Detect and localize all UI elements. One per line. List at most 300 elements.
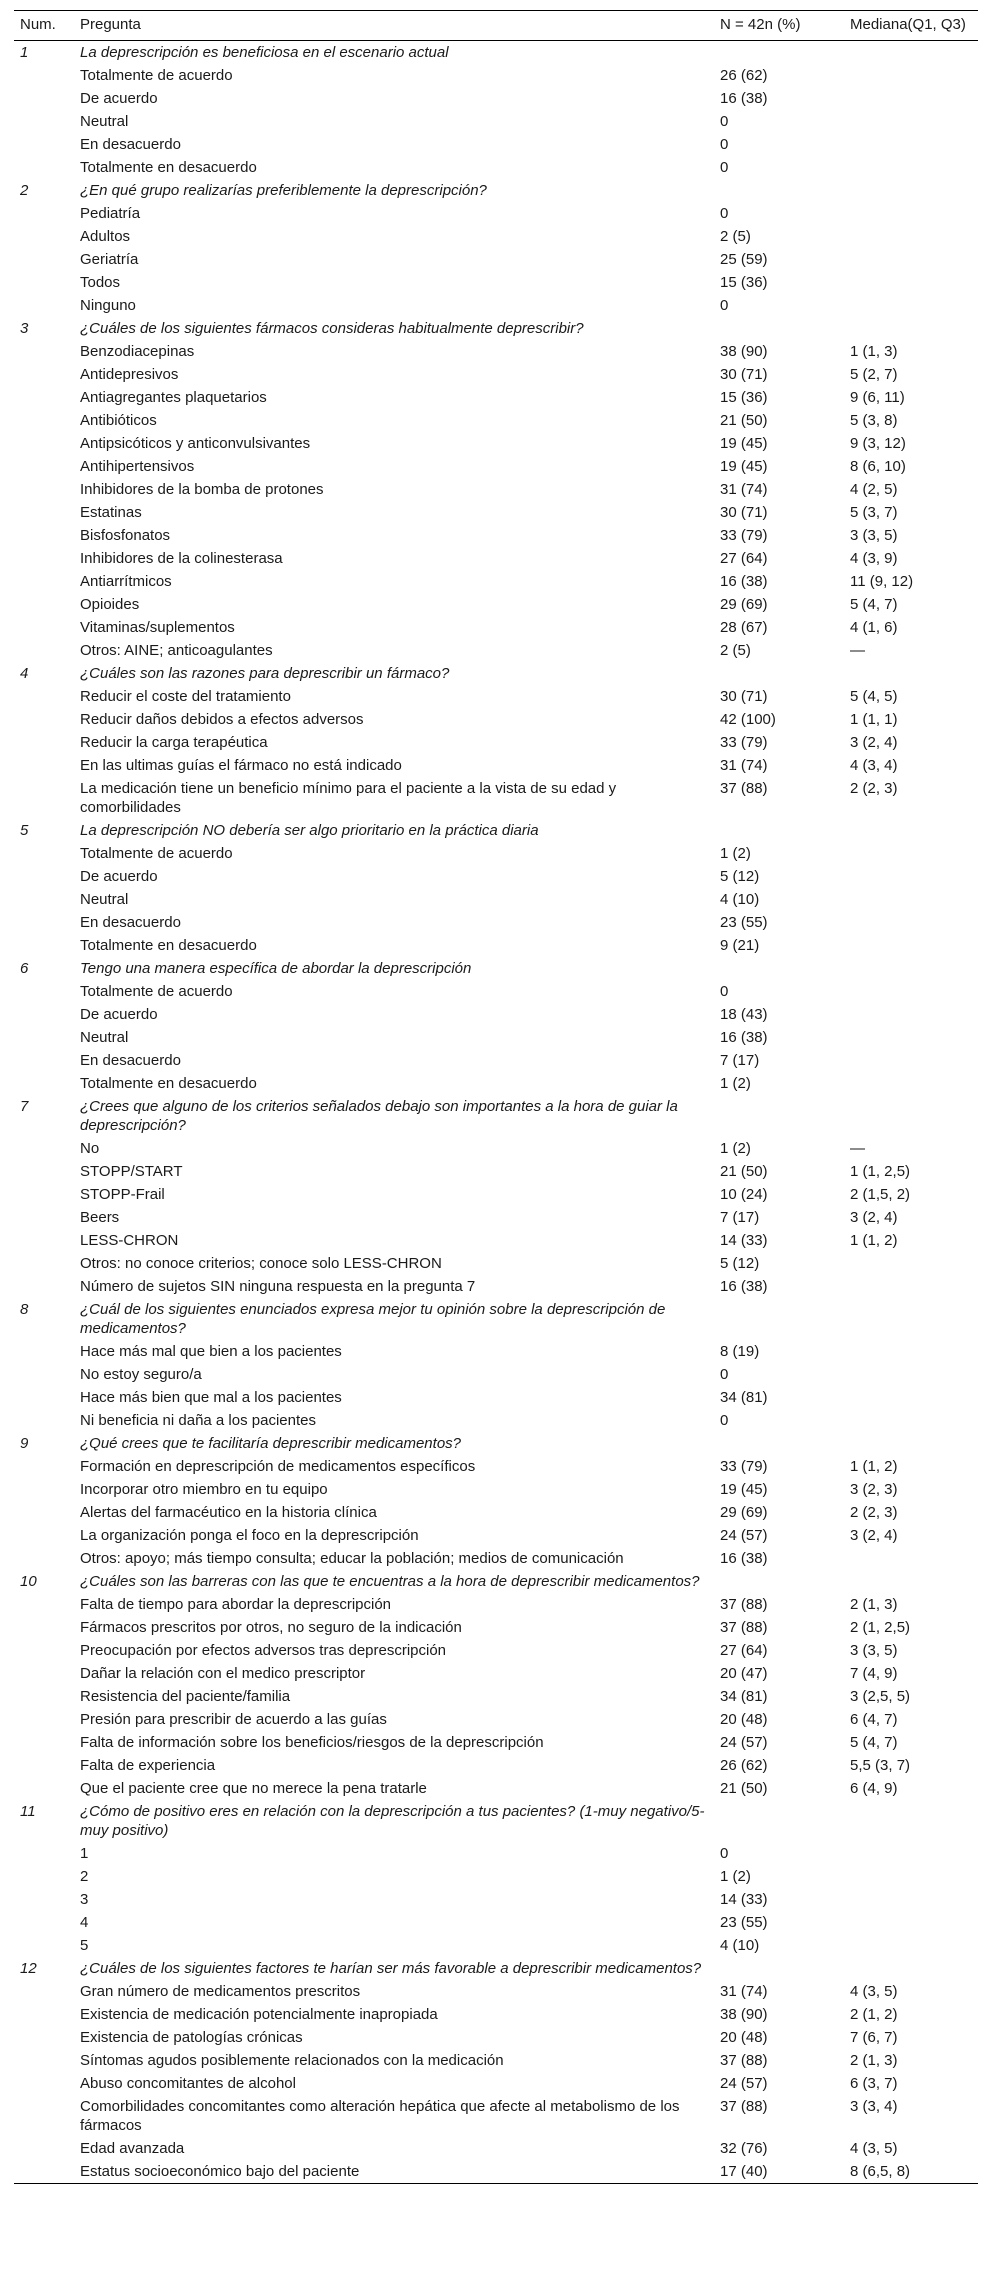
answer-num-empty <box>14 1003 74 1026</box>
answer-n-percent: 31 (74) <box>720 1983 768 2000</box>
answer-n-percent: 5 (12) <box>720 1255 760 1272</box>
answer-n-percent: 0 <box>720 1845 729 1862</box>
answer-median <box>844 911 978 934</box>
question-median-empty <box>844 1095 978 1137</box>
answer-median: 2 (1, 3) <box>850 2052 898 2069</box>
answer-n-percent: 37 (88) <box>720 2098 768 2115</box>
answer-n-percent: 16 (38) <box>720 90 768 107</box>
answer-n-percent: 14 (33) <box>720 1232 768 1249</box>
answer-label: En desacuerdo <box>80 136 181 153</box>
question-text: La deprescripción es beneficiosa en el escenario actual <box>80 44 449 61</box>
answer-n-percent: 21 (50) <box>720 1163 768 1180</box>
answer-label: Pediatría <box>80 205 141 222</box>
answer-median: 3 (2, 4) <box>850 1209 898 1226</box>
answer-n-percent: 15 (36) <box>720 389 768 406</box>
question-number: 5 <box>20 822 29 839</box>
answer-median <box>844 1386 978 1409</box>
answer-median <box>844 110 978 133</box>
answer-label: Existencia de patologías crónicas <box>80 2029 303 2046</box>
answer-median <box>844 1252 978 1275</box>
answer-median: 7 (6, 7) <box>850 2029 898 2046</box>
answer-label: La organización ponga el foco en la deprescripción <box>80 1527 419 1544</box>
answer-num-empty <box>14 708 74 731</box>
answer-label: Antiagregantes plaquetarios <box>80 389 267 406</box>
answer-n-percent: 24 (57) <box>720 1527 768 1544</box>
answer-label: Reducir el coste del tratamiento <box>80 688 291 705</box>
answer-median <box>844 1363 978 1386</box>
answer-label: Número de sujetos SIN ninguna respuesta en la pregunta 7 <box>80 1278 476 1295</box>
answer-row <box>14 1229 978 1252</box>
answer-num-empty <box>14 888 74 911</box>
answer-median: 3 (2, 4) <box>850 1527 898 1544</box>
question-text: La deprescripción NO debería ser algo prioritario en la práctica diaria <box>80 822 539 839</box>
question-row <box>14 957 978 980</box>
answer-label: Totalmente en desacuerdo <box>80 159 257 176</box>
answer-row <box>14 1934 978 1957</box>
question-number: 12 <box>20 1960 37 1977</box>
answer-label: No estoy seguro/a <box>80 1366 202 1383</box>
answer-label: Falta de información sobre los beneficios/riesgos de la deprescripción <box>80 1734 544 1751</box>
answer-row <box>14 1026 978 1049</box>
answer-label: Antipsicóticos y anticonvulsivantes <box>80 435 311 452</box>
answer-row <box>14 1639 978 1662</box>
answer-row <box>14 1685 978 1708</box>
answer-row <box>14 2095 978 2137</box>
answer-row <box>14 2160 978 2184</box>
answer-label: En desacuerdo <box>80 1052 181 1069</box>
answer-label: Incorporar otro miembro en tu equipo <box>80 1481 328 1498</box>
answer-label: Neutral <box>80 113 129 130</box>
answer-label: Reducir daños debidos a efectos adversos <box>80 711 364 728</box>
answer-num-empty <box>14 1478 74 1501</box>
answer-label: Neutral <box>80 891 129 908</box>
answer-label: Neutral <box>80 1029 129 1046</box>
answer-num-empty <box>14 110 74 133</box>
answer-median: 3 (2, 3) <box>850 1481 898 1498</box>
answer-row <box>14 888 978 911</box>
question-text: ¿Qué crees que te facilitaría deprescribir medicamentos? <box>80 1435 462 1452</box>
answer-num-empty <box>14 1072 74 1095</box>
answer-label: Resistencia del paciente/familia <box>80 1688 291 1705</box>
answer-median <box>844 202 978 225</box>
answer-label: Beers <box>80 1209 120 1226</box>
answer-row <box>14 1478 978 1501</box>
answer-n-percent: 24 (57) <box>720 1734 768 1751</box>
answer-n-percent: 16 (38) <box>720 573 768 590</box>
answer-n-percent: 0 <box>720 136 729 153</box>
answer-label: Totalmente en desacuerdo <box>80 1075 257 1092</box>
answer-row <box>14 2049 978 2072</box>
answer-label: Totalmente de acuerdo <box>80 983 233 1000</box>
answer-n-percent: 18 (43) <box>720 1006 768 1023</box>
answer-median: 2 (1, 3) <box>850 1596 898 1613</box>
answer-median <box>844 1842 978 1865</box>
answer-n-percent: 9 (21) <box>720 937 760 954</box>
answer-n-percent: 1 (2) <box>720 1868 751 1885</box>
answer-label: Inhibidores de la bomba de protones <box>80 481 324 498</box>
answer-row <box>14 248 978 271</box>
question-number: 8 <box>20 1301 29 1318</box>
answer-label: 4 <box>80 1914 89 1931</box>
answer-row <box>14 842 978 865</box>
answer-n-percent: 30 (71) <box>720 366 768 383</box>
answer-median <box>844 1340 978 1363</box>
answer-label: Geriatría <box>80 251 139 268</box>
answer-median: 6 (4, 7) <box>850 1711 898 1728</box>
answer-n-percent: 19 (45) <box>720 1481 768 1498</box>
answer-num-empty <box>14 271 74 294</box>
answer-n-percent: 23 (55) <box>720 1914 768 1931</box>
answer-median: 6 (3, 7) <box>850 2075 898 2092</box>
answer-label: Antidepresivos <box>80 366 179 383</box>
answer-num-empty <box>14 1183 74 1206</box>
answer-row <box>14 1455 978 1478</box>
question-number: 1 <box>20 44 29 61</box>
answer-n-percent: 37 (88) <box>720 2052 768 2069</box>
answer-n-percent: 15 (36) <box>720 274 768 291</box>
answer-row <box>14 639 978 662</box>
answer-median: 7 (4, 9) <box>850 1665 898 1682</box>
answer-num-empty <box>14 1708 74 1731</box>
answer-num-empty <box>14 133 74 156</box>
question-n-empty <box>714 1432 844 1455</box>
answer-num-empty <box>14 593 74 616</box>
answer-label: De acuerdo <box>80 868 158 885</box>
answer-median: 5 (3, 7) <box>850 504 898 521</box>
answer-median: — <box>850 642 865 659</box>
answer-label: Que el paciente cree que no merece la pena tratarle <box>80 1780 427 1797</box>
answer-row <box>14 1137 978 1160</box>
answer-row <box>14 501 978 524</box>
question-text: ¿Cuáles de los siguientes factores te harían ser más favorable a deprescribir medicamentos? <box>80 1960 702 1977</box>
answer-num-empty <box>14 1363 74 1386</box>
answer-label: Falta de tiempo para abordar la deprescripción <box>80 1596 392 1613</box>
answer-num-empty <box>14 547 74 570</box>
answer-n-percent: 7 (17) <box>720 1209 760 1226</box>
answer-row <box>14 156 978 179</box>
answer-row <box>14 934 978 957</box>
answer-label: Antiarrítmicos <box>80 573 172 590</box>
answer-median <box>844 1888 978 1911</box>
answer-median: 2 (1,5, 2) <box>850 1186 911 1203</box>
question-n-empty <box>714 41 844 65</box>
answer-row <box>14 1547 978 1570</box>
answer-label: Hace más bien que mal a los pacientes <box>80 1389 342 1406</box>
answer-label: La medicación tiene un beneficio mínimo para el paciente a la vista de su edad y comorbilidades <box>80 780 617 816</box>
answer-n-percent: 19 (45) <box>720 458 768 475</box>
answer-num-empty <box>14 731 74 754</box>
answer-label: De acuerdo <box>80 1006 158 1023</box>
answer-median <box>844 133 978 156</box>
answer-row <box>14 593 978 616</box>
answer-label: No <box>80 1140 100 1157</box>
answer-n-percent: 37 (88) <box>720 1619 768 1636</box>
answer-median: 2 (2, 3) <box>850 780 898 797</box>
answer-n-percent: 31 (74) <box>720 481 768 498</box>
answer-label: Adultos <box>80 228 131 245</box>
answer-median: 4 (3, 5) <box>850 1983 898 2000</box>
answer-median <box>844 865 978 888</box>
answer-row <box>14 911 978 934</box>
question-row <box>14 1957 978 1980</box>
answer-label: Síntomas agudos posiblemente relacionados con la medicación <box>80 2052 504 2069</box>
answer-num-empty <box>14 1524 74 1547</box>
answer-row <box>14 225 978 248</box>
answer-median: 8 (6, 10) <box>850 458 906 475</box>
answer-median <box>844 1934 978 1957</box>
answer-num-empty <box>14 340 74 363</box>
answer-median: — <box>850 1140 865 1157</box>
answer-num-empty <box>14 570 74 593</box>
answer-row <box>14 1980 978 2003</box>
answer-row <box>14 1340 978 1363</box>
answer-median <box>844 888 978 911</box>
answer-num-empty <box>14 911 74 934</box>
answer-row <box>14 1206 978 1229</box>
question-median-empty <box>844 957 978 980</box>
answer-n-percent: 24 (57) <box>720 2075 768 2092</box>
answer-median: 5 (4, 7) <box>850 596 898 613</box>
survey-results-table <box>14 10 978 2184</box>
answer-num-empty <box>14 1501 74 1524</box>
question-median-empty <box>844 1570 978 1593</box>
answer-num-empty <box>14 934 74 957</box>
answer-n-percent: 4 (10) <box>720 891 760 908</box>
question-median-empty <box>844 662 978 685</box>
question-number: 6 <box>20 960 29 977</box>
answer-num-empty <box>14 1980 74 2003</box>
answer-num-empty <box>14 386 74 409</box>
answer-row <box>14 570 978 593</box>
question-n-empty <box>714 662 844 685</box>
answer-num-empty <box>14 1409 74 1432</box>
answer-num-empty <box>14 1547 74 1570</box>
answer-median <box>844 1026 978 1049</box>
answer-num-empty <box>14 1777 74 1800</box>
question-text: ¿Cuáles son las razones para deprescribir un fármaco? <box>80 665 450 682</box>
answer-median: 9 (3, 12) <box>850 435 906 452</box>
answer-num-empty <box>14 1754 74 1777</box>
question-median-empty <box>844 1957 978 1980</box>
question-median-empty <box>844 179 978 202</box>
answer-median: 2 (1, 2) <box>850 2006 898 2023</box>
answer-n-percent: 28 (67) <box>720 619 768 636</box>
header-row <box>14 11 978 41</box>
answer-n-percent: 1 (2) <box>720 845 751 862</box>
answer-label: Todos <box>80 274 121 291</box>
answer-n-percent: 0 <box>720 1412 729 1429</box>
answer-row <box>14 432 978 455</box>
answer-label: Bisfosfonatos <box>80 527 171 544</box>
answer-label: Antihipertensivos <box>80 458 195 475</box>
answer-row <box>14 731 978 754</box>
answer-num-empty <box>14 1275 74 1298</box>
answer-num-empty <box>14 1137 74 1160</box>
answer-row <box>14 1409 978 1432</box>
question-n-empty <box>714 1570 844 1593</box>
answer-label: Estatinas <box>80 504 142 521</box>
answer-row <box>14 1160 978 1183</box>
answer-num-empty <box>14 294 74 317</box>
answer-row <box>14 1524 978 1547</box>
header-pregunta: Pregunta <box>74 11 714 41</box>
answer-num-empty <box>14 1206 74 1229</box>
table-header <box>14 11 978 41</box>
answer-median: 5 (4, 7) <box>850 1734 898 1751</box>
answer-num-empty <box>14 1731 74 1754</box>
answer-n-percent: 5 (12) <box>720 868 760 885</box>
answer-label: Comorbilidades concomitantes como alteración hepática que afecte al metabolismo de los fármacos <box>80 2098 680 2134</box>
answer-row <box>14 2137 978 2160</box>
answer-median <box>844 842 978 865</box>
answer-label: Benzodiacepinas <box>80 343 195 360</box>
answer-label: Totalmente de acuerdo <box>80 67 233 84</box>
answer-label: Totalmente en desacuerdo <box>80 937 257 954</box>
answer-median: 8 (6,5, 8) <box>844 2160 978 2184</box>
answer-median: 5 (4, 5) <box>850 688 898 705</box>
question-median-empty <box>844 1298 978 1340</box>
answer-median: 3 (2,5, 5) <box>850 1688 911 1705</box>
answer-n-percent: 16 (38) <box>720 1029 768 1046</box>
answer-row <box>14 363 978 386</box>
answer-label: En las ultimas guías el fármaco no está indicado <box>80 757 402 774</box>
answer-n-percent: 26 (62) <box>720 1757 768 1774</box>
answer-row <box>14 1616 978 1639</box>
answer-median <box>844 64 978 87</box>
answer-n-percent: 33 (79) <box>720 527 768 544</box>
answer-row <box>14 547 978 570</box>
answer-n-percent: 37 (88) <box>720 1596 768 1613</box>
answer-row <box>14 1593 978 1616</box>
answer-median <box>844 1409 978 1432</box>
answer-row <box>14 1183 978 1206</box>
answer-median <box>844 87 978 110</box>
answer-num-empty <box>14 1934 74 1957</box>
answer-num-empty <box>14 2049 74 2072</box>
answer-row <box>14 1911 978 1934</box>
answer-n-percent: 20 (48) <box>720 2029 768 2046</box>
answer-n-percent: 0 <box>720 297 729 314</box>
question-median-empty <box>844 317 978 340</box>
answer-num-empty <box>14 248 74 271</box>
answer-row <box>14 455 978 478</box>
answer-n-percent: 34 (81) <box>720 1688 768 1705</box>
answer-row <box>14 616 978 639</box>
answer-label: Ninguno <box>80 297 136 314</box>
answer-label: Totalmente de acuerdo <box>80 845 233 862</box>
answer-n-percent: 0 <box>720 113 729 130</box>
answer-n-percent: 25 (59) <box>720 251 768 268</box>
answer-row <box>14 133 978 156</box>
question-number: 11 <box>20 1803 36 1820</box>
answer-row <box>14 2072 978 2095</box>
answer-median <box>844 1911 978 1934</box>
answer-median: 5 (3, 8) <box>850 412 898 429</box>
answer-n-percent: 7 (17) <box>720 1052 760 1069</box>
answer-num-empty <box>14 980 74 1003</box>
answer-median: 3 (2, 4) <box>850 734 898 751</box>
answer-row <box>14 1754 978 1777</box>
question-number: 3 <box>20 320 29 337</box>
answer-median <box>844 1072 978 1095</box>
answer-median <box>844 271 978 294</box>
answer-median: 5 (2, 7) <box>850 366 898 383</box>
question-row <box>14 1800 978 1842</box>
answer-row <box>14 386 978 409</box>
answer-num-empty <box>14 1386 74 1409</box>
question-row <box>14 317 978 340</box>
answer-row <box>14 754 978 777</box>
question-row <box>14 662 978 685</box>
answer-median: 3 (3, 4) <box>850 2098 898 2115</box>
question-n-empty <box>714 1095 844 1137</box>
answer-median <box>844 248 978 271</box>
answer-label: Reducir la carga terapéutica <box>80 734 268 751</box>
question-number: 2 <box>20 182 29 199</box>
header-mediana: Mediana(Q1, Q3) <box>844 11 978 41</box>
answer-num-empty <box>14 64 74 87</box>
answer-median: 4 (3, 5) <box>850 2140 898 2157</box>
answer-row <box>14 64 978 87</box>
answer-num-empty <box>14 432 74 455</box>
answer-row <box>14 340 978 363</box>
answer-row <box>14 708 978 731</box>
answer-row <box>14 1386 978 1409</box>
answer-n-percent: 27 (64) <box>720 550 768 567</box>
answer-num-empty <box>14 409 74 432</box>
answer-median: 6 (4, 9) <box>850 1780 898 1797</box>
answer-label: Otros: apoyo; más tiempo consulta; educar la población; medios de comunicación <box>80 1550 624 1567</box>
answer-median: 3 (3, 5) <box>850 527 898 544</box>
answer-n-percent: 0 <box>720 983 729 1000</box>
answer-num-empty <box>14 1340 74 1363</box>
question-row <box>14 1570 978 1593</box>
answer-row <box>14 685 978 708</box>
question-median-empty <box>844 1800 978 1842</box>
answer-label: Presión para prescribir de acuerdo a las guías <box>80 1711 387 1728</box>
answer-num-empty <box>14 202 74 225</box>
answer-label: Gran número de medicamentos prescritos <box>80 1983 361 2000</box>
answer-num-empty <box>14 777 74 819</box>
answer-num-empty <box>14 2072 74 2095</box>
answer-row <box>14 980 978 1003</box>
answer-label: Vitaminas/suplementos <box>80 619 235 636</box>
answer-median <box>844 1275 978 1298</box>
answer-label: STOPP-Frail <box>80 1186 165 1203</box>
answer-median <box>844 934 978 957</box>
answer-num-empty <box>14 478 74 501</box>
answer-label: Alertas del farmacéutico en la historia clínica <box>80 1504 377 1521</box>
answer-n-percent: 23 (55) <box>720 914 768 931</box>
answer-n-percent: 34 (81) <box>720 1389 768 1406</box>
question-row <box>14 179 978 202</box>
header-n-percent: N = 42n (%) <box>714 11 844 41</box>
answer-median: 1 (1, 3) <box>850 343 898 360</box>
question-n-empty <box>714 957 844 980</box>
answer-row <box>14 1842 978 1865</box>
answer-row <box>14 110 978 133</box>
answer-row <box>14 865 978 888</box>
answer-row <box>14 271 978 294</box>
question-text: ¿Cómo de positivo eres en relación con la deprescripción a tus pacientes? (1-muy negativo/5-muy positivo) <box>80 1803 705 1839</box>
answer-label: 2 <box>80 1868 89 1885</box>
answer-row <box>14 409 978 432</box>
answer-label: En desacuerdo <box>80 914 181 931</box>
answer-n-percent: 38 (90) <box>720 2006 768 2023</box>
answer-num-empty <box>14 754 74 777</box>
question-text: Tengo una manera específica de abordar la deprescripción <box>80 960 472 977</box>
answer-row <box>14 2003 978 2026</box>
